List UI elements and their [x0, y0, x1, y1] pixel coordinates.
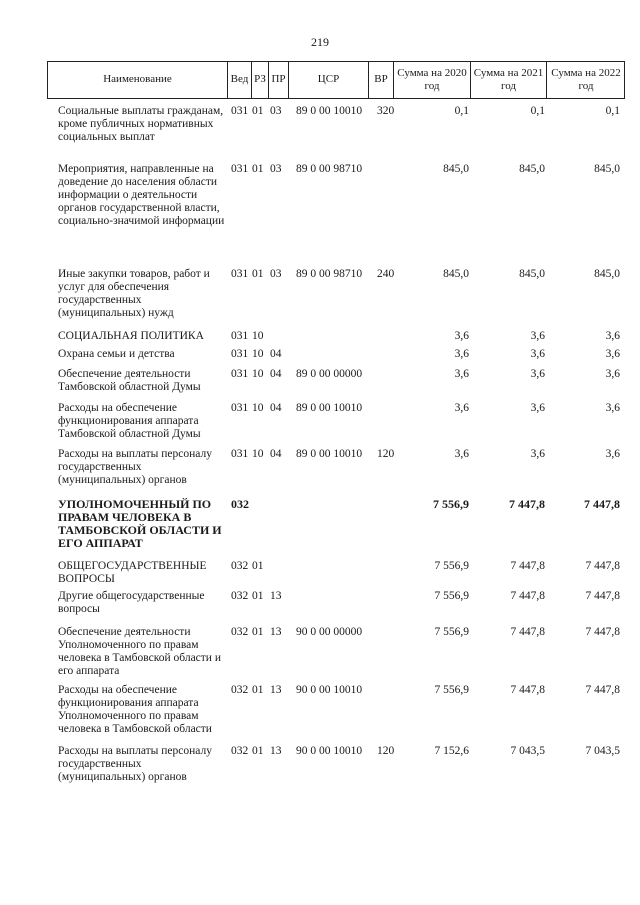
row-pr: 13 — [270, 684, 282, 696]
header-pr: ПР — [268, 61, 288, 98]
row-name: Другие общегосударственные вопросы — [58, 590, 205, 615]
row-rz: 01 — [252, 626, 264, 638]
row-ved: 031 — [231, 330, 249, 342]
row-csr: 89 0 00 98710 — [296, 163, 363, 175]
row-sum-2022: 7 447,8 — [584, 497, 620, 511]
row-csr: 89 0 00 98710 — [296, 268, 363, 280]
row-pr: 13 — [270, 590, 282, 602]
row-sum-2021: 7 043,5 — [510, 745, 545, 757]
row-sum-2021: 3,6 — [530, 348, 545, 360]
table-header — [47, 61, 625, 98]
row-sum-2022: 3,6 — [605, 330, 620, 342]
row-rz: 10 — [252, 402, 264, 414]
row-sum-2020: 3,6 — [454, 330, 469, 342]
row-rz: 10 — [252, 330, 264, 342]
row-sum-2020: 7 556,9 — [434, 590, 469, 602]
header-ved: Вед — [227, 61, 251, 98]
row-ved: 031 — [231, 448, 249, 460]
row-sum-2022: 3,6 — [605, 368, 620, 380]
row-ved: 032 — [231, 684, 249, 696]
row-ved: 031 — [231, 368, 249, 380]
row-name: Обеспечение деятельности Уполномоченного по правам человека в Тамбовской области и его аппарата — [58, 626, 221, 677]
row-csr: 90 0 00 10010 — [296, 684, 363, 696]
row-sum-2020: 0,1 — [454, 105, 469, 117]
header-right-border — [624, 61, 625, 98]
row-pr: 04 — [270, 448, 282, 460]
row-sum-2022: 0,1 — [605, 105, 620, 117]
row-rz: 01 — [252, 684, 264, 696]
row-sum-2020: 7 556,9 — [434, 626, 469, 638]
row-rz: 01 — [252, 560, 264, 572]
row-sum-2021: 7 447,8 — [509, 497, 545, 511]
row-ved: 031 — [231, 163, 249, 175]
row-pr: 04 — [270, 402, 282, 414]
row-sum-2022: 3,6 — [605, 348, 620, 360]
row-rz: 01 — [252, 745, 264, 757]
row-vr: 120 — [377, 745, 395, 757]
row-sum-2022: 3,6 — [605, 448, 620, 460]
row-sum-2022: 7 447,8 — [585, 590, 620, 602]
row-name: ОБЩЕГОСУДАРСТВЕННЫЕ ВОПРОСЫ — [58, 560, 207, 585]
header-sum-2020: Сумма на 2020 год — [393, 61, 470, 98]
row-pr: 03 — [270, 268, 282, 280]
row-sum-2021: 7 447,8 — [510, 590, 545, 602]
row-sum-2020: 845,0 — [443, 163, 469, 175]
row-sum-2020: 3,6 — [454, 448, 469, 460]
row-sum-2021: 845,0 — [519, 163, 545, 175]
row-pr: 03 — [270, 105, 282, 117]
row-ved: 031 — [231, 402, 249, 414]
header-bottom-border — [47, 98, 625, 99]
row-sum-2020: 7 556,9 — [434, 560, 469, 572]
row-sum-2021: 7 447,8 — [510, 560, 545, 572]
row-rz: 01 — [252, 105, 264, 117]
row-rz: 01 — [252, 268, 264, 280]
row-sum-2020: 3,6 — [454, 368, 469, 380]
row-sum-2021: 3,6 — [530, 448, 545, 460]
row-sum-2021: 7 447,8 — [510, 684, 545, 696]
row-sum-2020: 845,0 — [443, 268, 469, 280]
row-sum-2022: 3,6 — [605, 402, 620, 414]
row-sum-2020: 7 556,9 — [434, 684, 469, 696]
row-name: Расходы на выплаты персоналу государственных (муниципальных) органов — [58, 448, 212, 486]
row-ved: 031 — [231, 268, 249, 280]
header-sum-2022: Сумма на 2022 год — [546, 61, 625, 98]
row-sum-2021: 845,0 — [519, 268, 545, 280]
row-sum-2022: 7 043,5 — [585, 745, 620, 757]
row-ved: 031 — [231, 348, 249, 360]
header-sum-2021: Сумма на 2021 год — [470, 61, 546, 98]
row-ved: 031 — [231, 105, 249, 117]
row-sum-2021: 3,6 — [530, 330, 545, 342]
row-name: Социальные выплаты гражданам, кроме публичных нормативных социальных выплат — [58, 105, 224, 143]
row-vr: 120 — [377, 448, 395, 460]
row-csr: 90 0 00 10010 — [296, 745, 363, 757]
row-ved: 032 — [231, 745, 249, 757]
row-sum-2022: 7 447,8 — [585, 626, 620, 638]
row-rz: 01 — [252, 163, 264, 175]
row-sum-2021: 0,1 — [530, 105, 545, 117]
row-name: УПОЛНОМОЧЕННЫЙ ПО ПРАВАМ ЧЕЛОВЕКА В ТАМБОВСКОЙ ОБЛАСТИ И ЕГО АППАРАТ — [58, 497, 222, 550]
row-ved: 032 — [231, 560, 249, 572]
row-sum-2020: 7 152,6 — [434, 745, 469, 757]
page-number: 219 — [311, 35, 329, 49]
row-sum-2022: 7 447,8 — [585, 684, 620, 696]
header-csr: ЦСР — [288, 61, 368, 98]
row-csr: 89 0 00 10010 — [296, 105, 363, 117]
header-rz: РЗ — [251, 61, 268, 98]
row-name: Мероприятия, направленные на доведение до населения области информации о деятельности органов государственной власти, социально-значимой информации — [58, 163, 225, 227]
row-sum-2022: 845,0 — [594, 163, 620, 175]
row-pr: 04 — [270, 368, 282, 380]
row-pr: 04 — [270, 348, 282, 360]
row-name: СОЦИАЛЬНАЯ ПОЛИТИКА — [58, 330, 204, 342]
row-rz: 10 — [252, 448, 264, 460]
row-pr: 13 — [270, 745, 282, 757]
row-rz: 01 — [252, 590, 264, 602]
row-pr: 03 — [270, 163, 282, 175]
row-sum-2020: 7 556,9 — [433, 497, 469, 511]
row-name: Расходы на обеспечение функционирования аппарата Тамбовской областной Думы — [58, 402, 201, 440]
row-csr: 89 0 00 00000 — [296, 368, 363, 380]
row-name: Расходы на выплаты персоналу государственных (муниципальных) органов — [58, 745, 212, 783]
row-sum-2021: 7 447,8 — [510, 626, 545, 638]
row-sum-2020: 3,6 — [454, 348, 469, 360]
row-name: Иные закупки товаров, работ и услуг для обеспечения государственных (муниципальных) нужд — [58, 268, 210, 319]
row-name: Охрана семьи и детства — [58, 348, 175, 360]
row-rz: 10 — [252, 348, 264, 360]
row-csr: 90 0 00 00000 — [296, 626, 363, 638]
row-ved: 032 — [231, 590, 249, 602]
row-vr: 320 — [377, 105, 395, 117]
row-csr: 89 0 00 10010 — [296, 402, 363, 414]
row-name: Расходы на обеспечение функционирования аппарата Уполномоченного по правам человека в Тамбовской области — [58, 684, 212, 735]
row-sum-2022: 845,0 — [594, 268, 620, 280]
row-ved: 032 — [231, 626, 249, 638]
header-vr: ВР — [368, 61, 393, 98]
header-name: Наименование — [47, 61, 227, 98]
row-pr: 13 — [270, 626, 282, 638]
row-sum-2022: 7 447,8 — [585, 560, 620, 572]
row-sum-2021: 3,6 — [530, 368, 545, 380]
row-name: Обеспечение деятельности Тамбовской областной Думы — [58, 368, 201, 393]
row-sum-2021: 3,6 — [530, 402, 545, 414]
row-csr: 89 0 00 10010 — [296, 448, 363, 460]
row-vr: 240 — [377, 268, 395, 280]
row-sum-2020: 3,6 — [454, 402, 469, 414]
row-rz: 10 — [252, 368, 264, 380]
row-ved: 032 — [231, 497, 249, 511]
